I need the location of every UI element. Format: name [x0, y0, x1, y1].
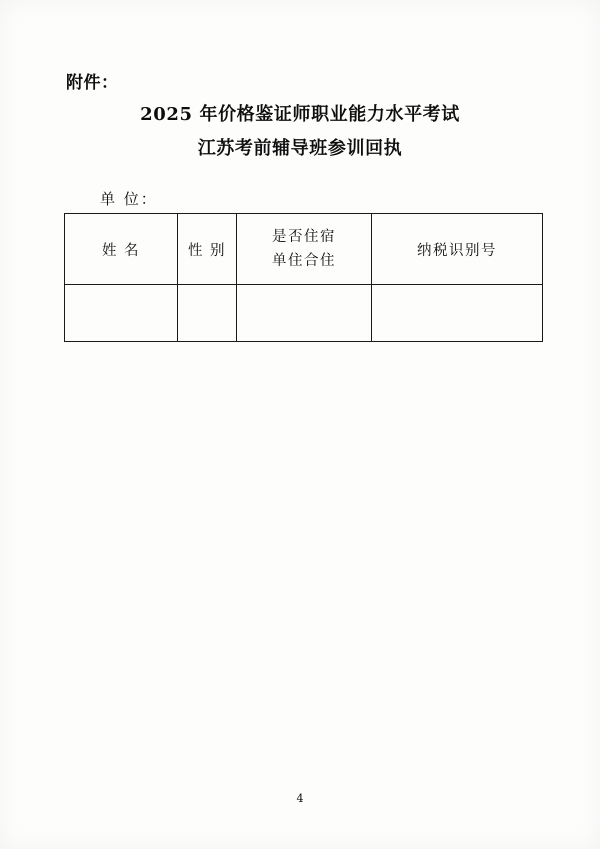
- unit-label: 单 位：: [100, 190, 158, 208]
- title-line-1: 2025 年价格鉴证师职业能力水平考试: [140, 104, 460, 125]
- header-cell-gender: 性 别: [178, 214, 237, 285]
- attachment-label: 附件：: [66, 73, 119, 93]
- cell-lodging[interactable]: [237, 285, 372, 342]
- page-number: 4: [296, 792, 304, 805]
- cell-gender[interactable]: [178, 285, 237, 342]
- document-title: [0, 98, 600, 166]
- cell-tax-id[interactable]: [372, 285, 543, 342]
- receipt-table: [64, 213, 543, 342]
- header-cell-lodging-line2: 单住合住: [272, 253, 336, 269]
- cell-name[interactable]: [65, 285, 178, 342]
- table-row: [65, 285, 543, 342]
- header-cell-lodging: [237, 214, 372, 285]
- table-header-row: [65, 214, 543, 285]
- header-cell-lodging-line1: 是否住宿: [272, 229, 336, 245]
- header-cell-tax-id: 纳税识别号: [372, 214, 543, 285]
- title-line-2: 江苏考前辅导班参训回执: [197, 138, 403, 159]
- header-cell-name: 姓 名: [65, 214, 178, 285]
